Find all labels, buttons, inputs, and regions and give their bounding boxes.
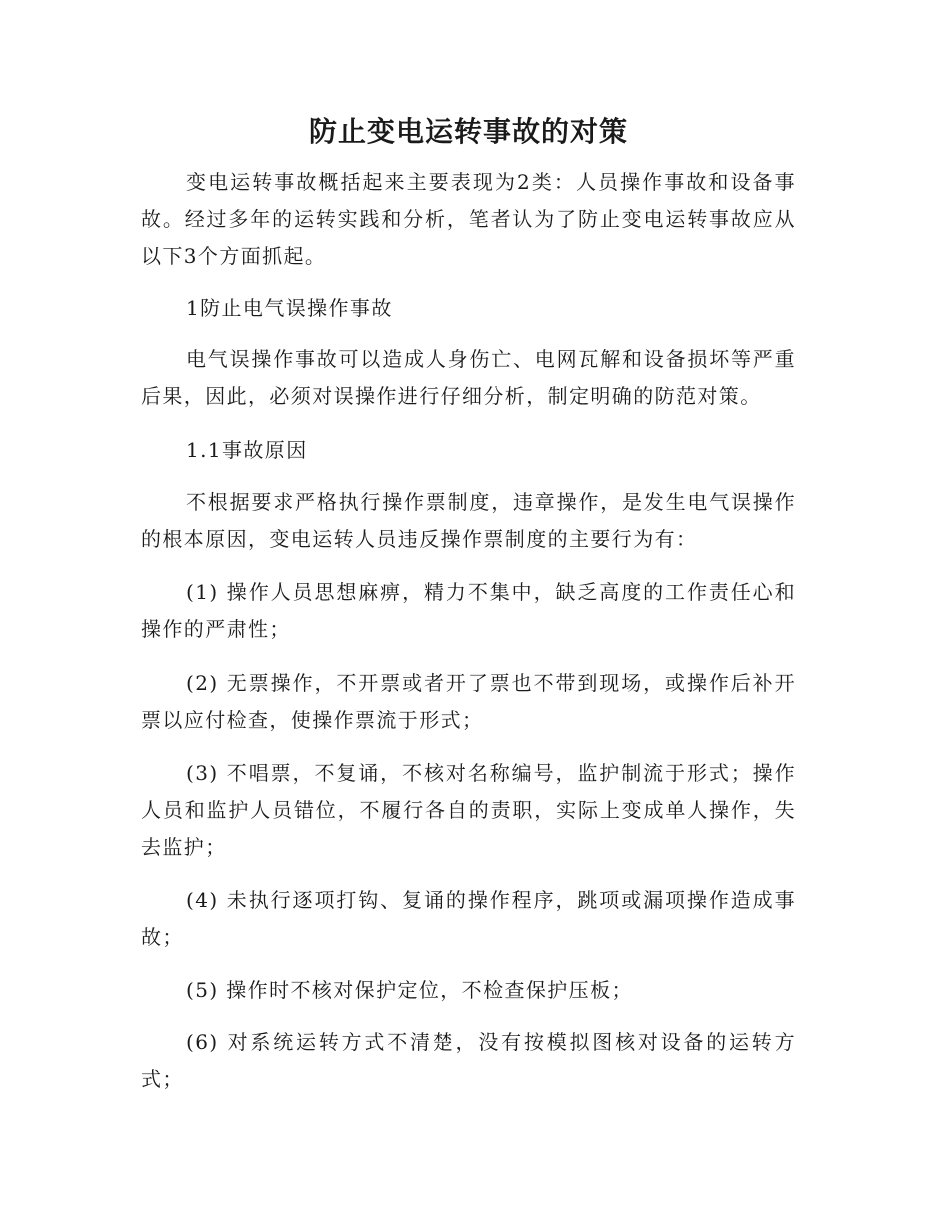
intro-paragraph: 变电运转事故概括起来主要表现为2类：人员操作事故和设备事故。经过多年的运转实践和分析，笔者认为了防止变电运转事故应从以下3个方面抓起。 xyxy=(141,170,796,268)
section-1-paragraph: 电气误操作事故可以造成人身伤亡、电网瓦解和设备损坏等严重后果，因此，必须对误操作进行仔细分析，制定明确的防范对策。 xyxy=(141,347,796,408)
section-heading-1: 1防止电气误操作事故 xyxy=(186,296,393,320)
list-item-4: (4) 未执行逐项打钩、复诵的操作程序，跳项或漏项操作造成事故； xyxy=(141,888,796,949)
list-item-2: (2) 无票操作，不开票或者开了票也不带到现场，或操作后补开票以应付检查，使操作票流于形式； xyxy=(141,671,796,732)
cause-intro-paragraph: 不根据要求严格执行操作票制度，违章操作，是发生电气误操作的根本原因，变电运转人员违反操作票制度的主要行为有： xyxy=(141,490,796,551)
list-item-1: (1) 操作人员思想麻痹，精力不集中，缺乏高度的工作责任心和操作的严肃性； xyxy=(141,580,796,641)
list-item-6: (6) 对系统运转方式不清楚，没有按模拟图核对设备的运转方式； xyxy=(141,1030,796,1091)
list-item-3: (3) 不唱票，不复诵，不核对名称编号，监护制流于形式；操作人员和监护人员错位，不履行各自的责职，实际上变成单人操作，失去监护； xyxy=(141,761,796,859)
list-item-5: (5) 操作时不核对保护定位，不检查保护压板； xyxy=(186,978,633,1002)
document-title: 防止变电运转事故的对策 xyxy=(308,115,628,148)
subsection-heading-1-1: 1.1事故原因 xyxy=(186,438,308,462)
